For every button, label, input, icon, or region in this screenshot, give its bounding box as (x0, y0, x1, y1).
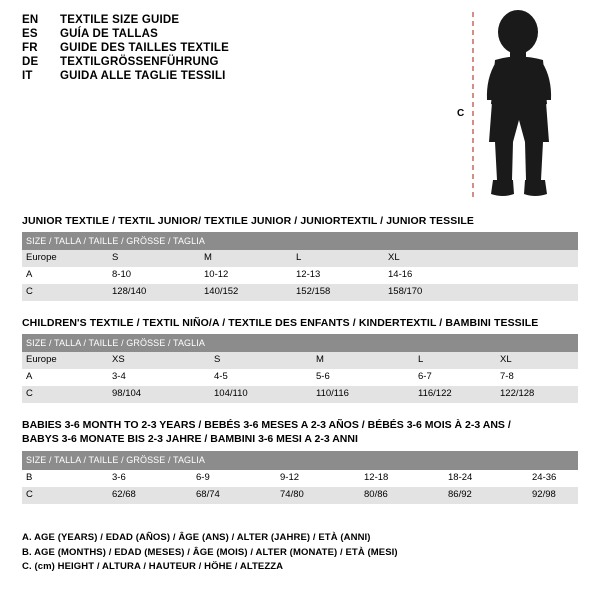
row-key-c: C (22, 386, 108, 403)
language-title-de: TEXTILGRÖSSENFÜHRUNG (60, 56, 219, 68)
column-header-europe: Europe (22, 352, 108, 369)
language-title-fr: GUIDE DES TAILLES TEXTILE (60, 42, 229, 54)
cell-value: 5-6 (312, 369, 414, 386)
table-row (22, 232, 578, 250)
cell-value: 74/80 (276, 487, 360, 504)
language-row-it (22, 70, 442, 82)
column-header-europe: Europe (22, 250, 108, 267)
row-key-c: C (22, 487, 108, 504)
language-code-it: IT (22, 70, 33, 82)
cell-value: 7-8 (496, 369, 578, 386)
table-row (22, 284, 578, 301)
cell-value: 86/92 (444, 487, 528, 504)
language-row-fr (22, 42, 442, 54)
cell-value: 110/116 (312, 386, 414, 403)
cell-value: 62/68 (108, 487, 192, 504)
cell-value: 80/86 (360, 487, 444, 504)
language-row-de (22, 56, 442, 68)
cell-value: 9-12 (276, 470, 360, 487)
table-row (22, 334, 578, 352)
column-header-xs: XS (108, 352, 210, 369)
cell-spacer (476, 284, 578, 301)
cell-value: 6-7 (414, 369, 496, 386)
column-header-xl: XL (496, 352, 578, 369)
table-row (22, 386, 578, 403)
language-row-es (22, 28, 442, 40)
table-row (22, 250, 578, 267)
language-title-it: GUIDA ALLE TAGLIE TESSILI (60, 70, 226, 82)
child-silhouette-icon (455, 8, 585, 203)
language-code-fr: FR (22, 42, 38, 54)
column-header-l: L (414, 352, 496, 369)
cell-value: 122/128 (496, 386, 578, 403)
table-header-label-babies: SIZE / TALLA / TAILLE / GRÖSSE / TAGLIA (22, 451, 578, 469)
legend-line-a: A. AGE (YEARS) / EDAD (AÑOS) / ÂGE (ANS) / ALTER (JAHRE) / ETÀ (ANNI) (22, 532, 371, 543)
cell-value: 4-5 (210, 369, 312, 386)
cell-value: 3-6 (108, 470, 192, 487)
section-title-junior: JUNIOR TEXTILE / TEXTIL JUNIOR/ TEXTILE JUNIOR / JUNIORTEXTIL / JUNIOR TESSILE (22, 215, 474, 227)
table-babies (22, 451, 578, 503)
legend-line-c: C. (cm) HEIGHT / ALTURA / HAUTEUR / HÖHE / ALTEZZA (22, 561, 284, 573)
cell-value: 104/110 (210, 386, 312, 403)
table-row (22, 487, 578, 504)
column-header-m: M (312, 352, 414, 369)
section-title-babies (22, 418, 578, 446)
language-title-es: GUÍA DE TALLAS (60, 28, 158, 40)
cell-value: 12-18 (360, 470, 444, 487)
cell-value: 158/170 (384, 284, 476, 301)
language-code-es: ES (22, 28, 38, 40)
language-row-en (22, 14, 442, 26)
cell-value: 152/158 (292, 284, 384, 301)
child-silhouette-figure (455, 8, 585, 203)
column-header-spacer (476, 250, 578, 267)
cell-value: 12-13 (292, 267, 384, 284)
cell-value: 68/74 (192, 487, 276, 504)
table-children (22, 334, 578, 403)
row-key-b: B (22, 470, 108, 487)
cell-value: 8-10 (108, 267, 200, 284)
language-title-en: TEXTILE SIZE GUIDE (60, 14, 180, 26)
cell-spacer (476, 267, 578, 284)
language-code-de: DE (22, 56, 39, 68)
row-key-c: C (22, 284, 108, 301)
cell-value: 92/98 (528, 487, 578, 504)
cell-value: 140/152 (200, 284, 292, 301)
table-row (22, 352, 578, 369)
table-row (22, 369, 578, 386)
section-babies (22, 418, 578, 504)
cell-value: 98/104 (108, 386, 210, 403)
section-title-babies-line2: BABYS 3-6 MONATE BIS 2-3 JAHRE / BAMBINI 3-6 MESI A 2-3 ANNI (22, 433, 358, 446)
cell-value: 6-9 (192, 470, 276, 487)
section-children (22, 317, 578, 403)
table-row (22, 451, 578, 469)
table-row (22, 470, 578, 487)
cell-value: 24-36 (528, 470, 578, 487)
table-header-label-children: SIZE / TALLA / TAILLE / GRÖSSE / TAGLIA (22, 334, 578, 352)
column-header-s: S (108, 250, 200, 267)
height-measure-label: C (457, 108, 465, 119)
cell-value: 10-12 (200, 267, 292, 284)
legend-line-b: B. AGE (MONTHS) / EDAD (MESES) / ÂGE (MOIS) / ALTER (MONATE) / ETÀ (MESI) (22, 546, 398, 558)
cell-value: 3-4 (108, 369, 210, 386)
section-title-babies-line1: BABIES 3-6 MONTH TO 2-3 YEARS / BEBÉS 3-6 MESES A 2-3 AÑOS / BÉBÉS 3-6 MOIS À 2-3 ANS / (22, 419, 511, 431)
cell-value: 18-24 (444, 470, 528, 487)
row-key-a: A (22, 369, 108, 386)
column-header-s: S (210, 352, 312, 369)
table-row (22, 267, 578, 284)
language-header (22, 14, 442, 84)
column-header-l: L (292, 250, 384, 267)
language-code-en: EN (22, 14, 39, 26)
section-title-children: CHILDREN'S TEXTILE / TEXTIL NIÑO/A / TEXTILE DES ENFANTS / KINDERTEXTIL / BAMBINI TESSILE (22, 317, 539, 329)
legend-footer (22, 531, 578, 575)
row-key-a: A (22, 267, 108, 284)
cell-value: 116/122 (414, 386, 496, 403)
column-header-m: M (200, 250, 292, 267)
cell-value: 14-16 (384, 267, 476, 284)
cell-value: 128/140 (108, 284, 200, 301)
section-junior (22, 215, 578, 301)
table-junior (22, 232, 578, 301)
table-header-label-junior: SIZE / TALLA / TAILLE / GRÖSSE / TAGLIA (22, 232, 578, 250)
column-header-xl: XL (384, 250, 476, 267)
